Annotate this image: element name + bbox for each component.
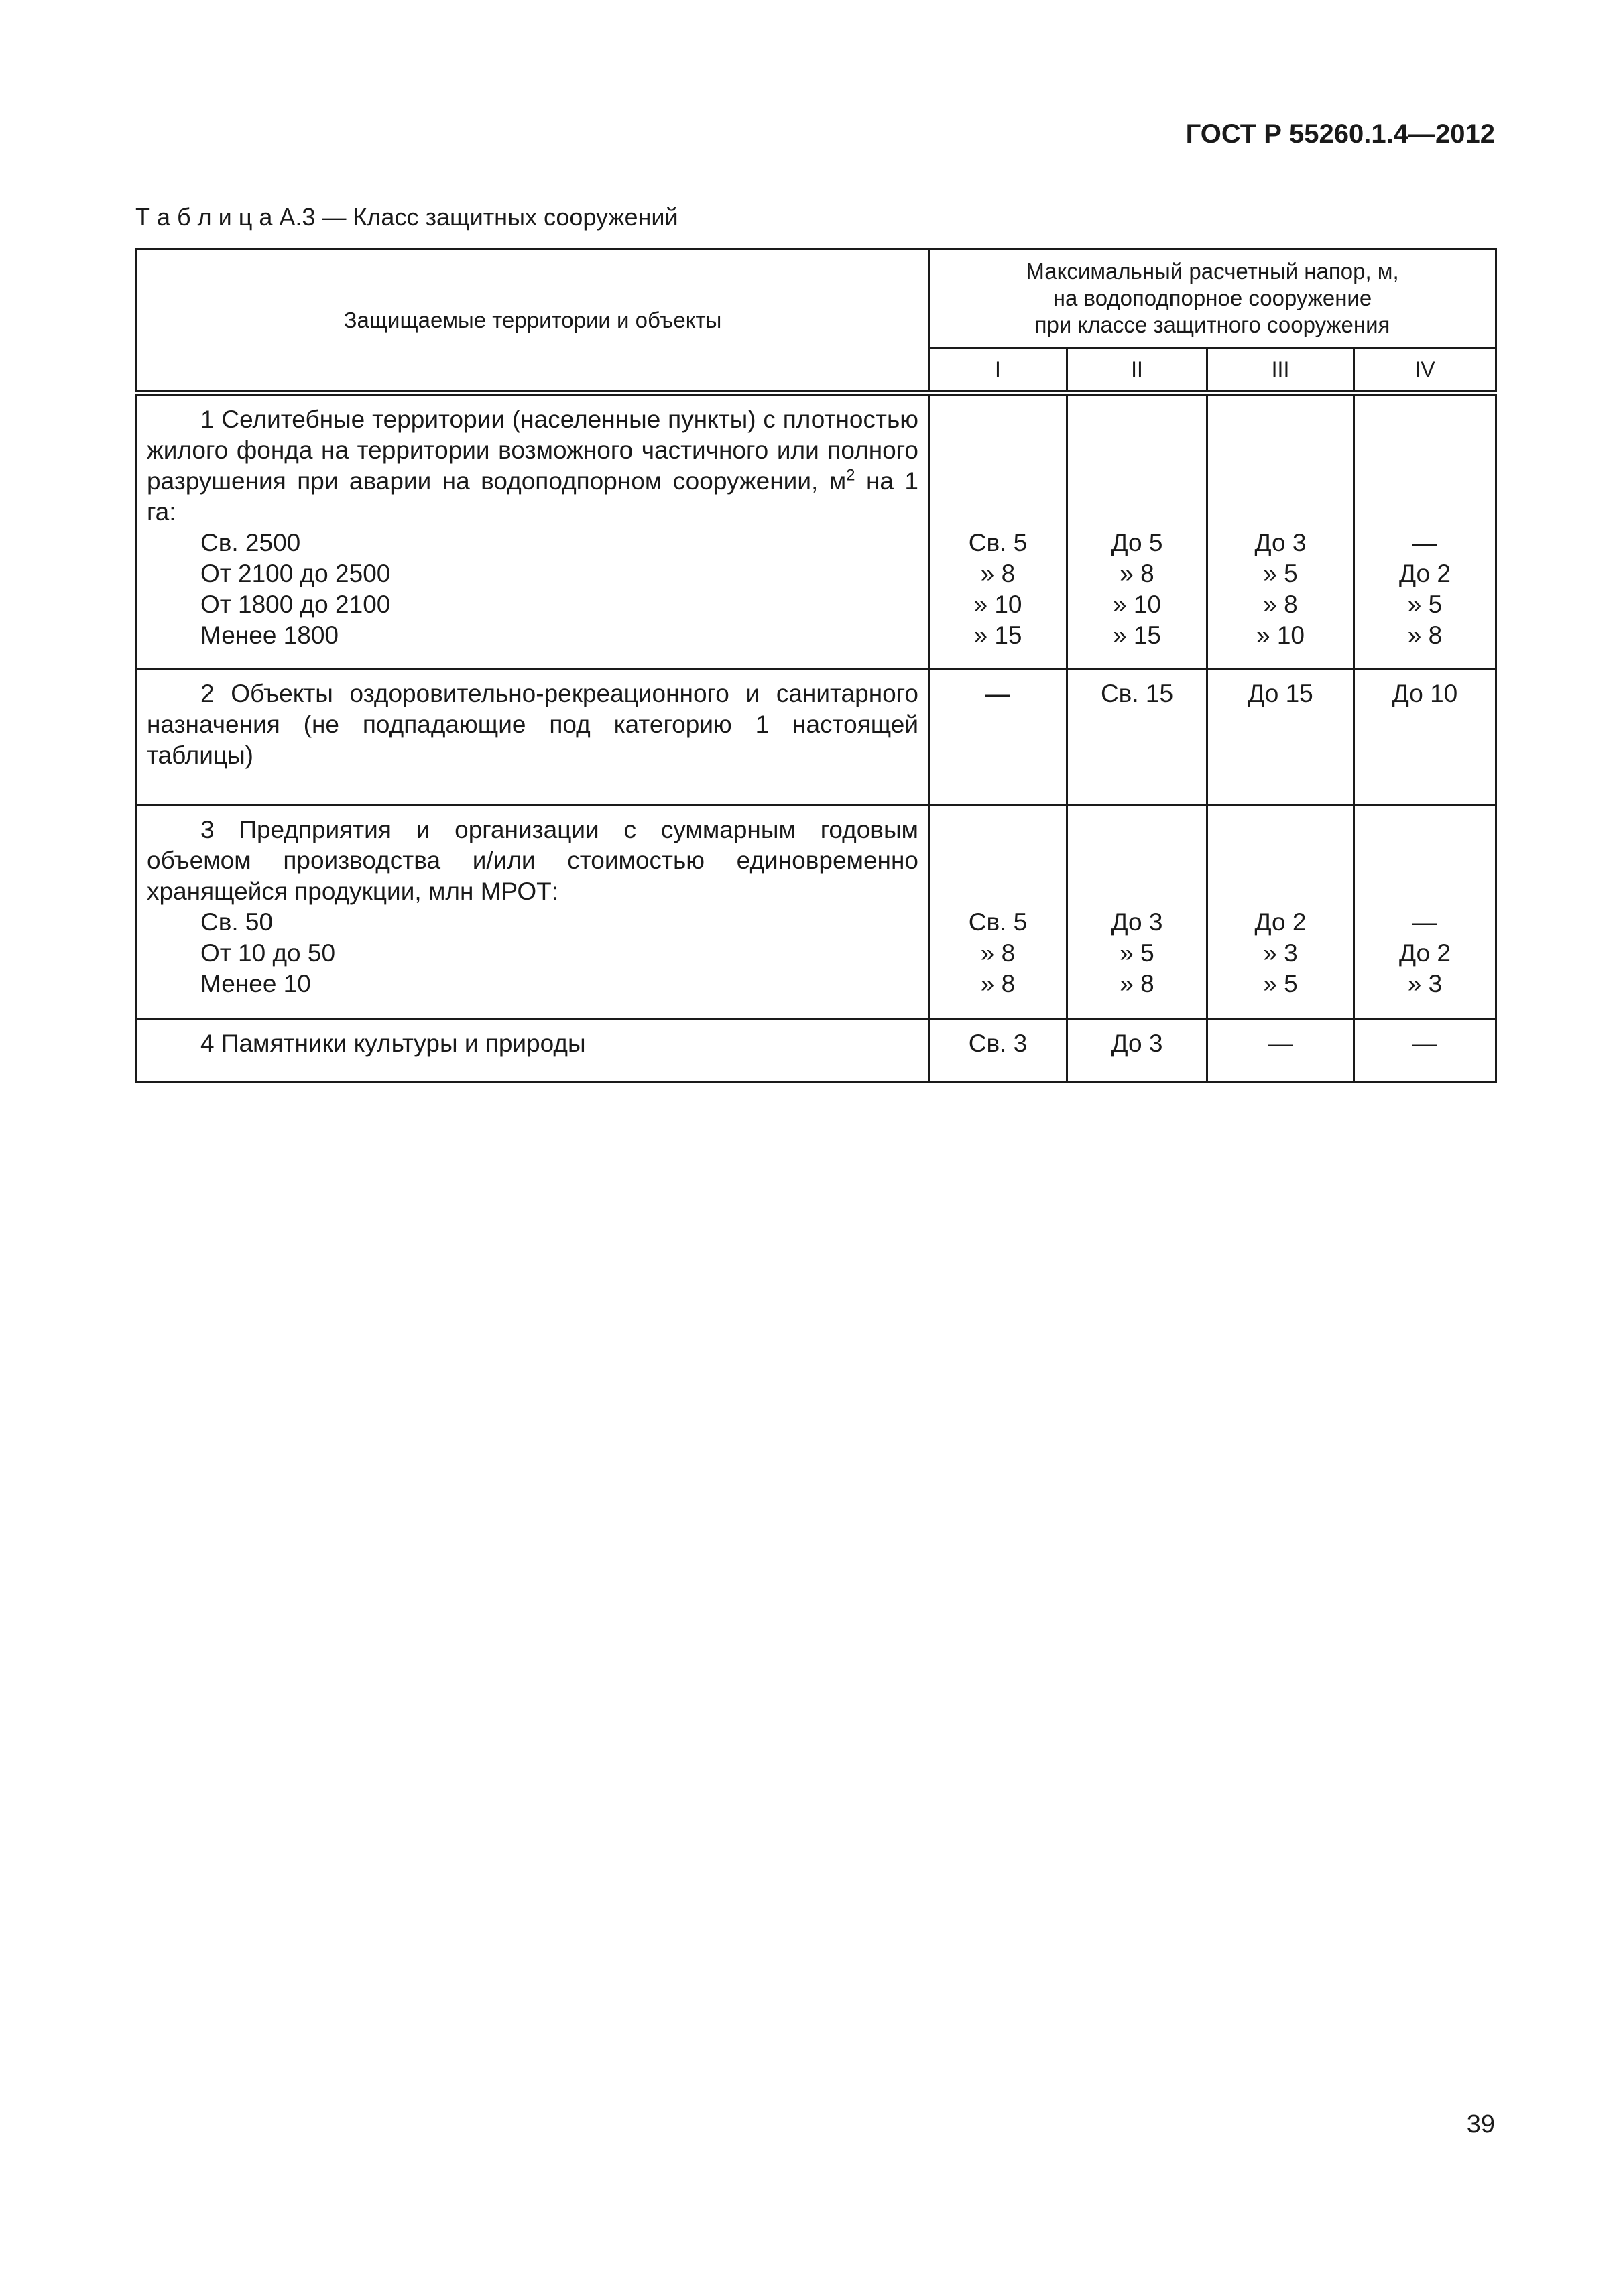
cell-value: Св. 3 [968,1030,1028,1057]
table-row [137,394,1496,670]
cell-class-1 [929,1020,1067,1082]
cell-class-2 [1067,806,1207,1020]
cell-class-1 [929,394,1067,670]
cell-class-2 [1067,394,1207,670]
cell-class-4 [1354,1020,1496,1082]
row-subitem: От 10 до 50 [200,939,336,967]
document-id: ГОСТ Р 55260.1.4—2012 [1185,119,1495,149]
row-lead-text: 2 Объекты оздоровительно-рекреационного и санитарного назначения (не подпадающие под категорию 1 настоящей таблицы) [147,680,918,769]
cell-value: » 5 [1407,591,1443,618]
header-class-3: III [1207,348,1354,394]
cell-class-1 [929,670,1067,806]
cell-value: До 5 [1111,529,1163,556]
header-class-4: IV [1354,348,1496,394]
table-row [137,1020,1496,1082]
row-subitem: Св. 50 [200,908,274,936]
cell-value: До 3 [1111,1030,1163,1057]
row-subitem: Менее 1800 [200,621,339,649]
cell-value: » 8 [980,939,1016,967]
cell-value: — [1268,1030,1293,1057]
cell-value: До 2 [1399,560,1451,587]
row-lead-text: 3 Предприятия и организации с суммарным годовым объемом производства и/или стоимостью единовременно хранящейся продукции, млн МРОТ: [147,816,918,905]
cell-value: » 5 [1263,970,1298,998]
cell-value: » 5 [1263,560,1298,587]
row-description [137,806,929,1020]
cell-class-4 [1354,394,1496,670]
cell-value: До 3 [1254,529,1307,556]
header-class-1: I [929,348,1067,394]
cell-value: До 3 [1111,908,1163,936]
row-subitem: От 1800 до 2100 [200,591,391,618]
row-description [137,1020,929,1082]
cell-value: — [1412,529,1438,556]
cell-class-3 [1207,670,1354,806]
cell-value: — [1412,1030,1438,1057]
cell-value: » 8 [1263,591,1298,618]
header-protected-objects: Защищаемые территории и объекты [137,249,929,394]
cell-value: — [985,680,1010,707]
table-caption: Т а б л и ц а А.3 — Класс защитных сооружений [135,203,678,231]
cell-class-3 [1207,1020,1354,1082]
header-class-2: II [1067,348,1207,394]
cell-class-3 [1207,394,1354,670]
cell-value: » 8 [980,970,1016,998]
cell-class-1 [929,806,1067,1020]
cell-value: — [1412,908,1438,936]
row-subitem: Св. 2500 [200,529,301,556]
row-subitem: Менее 10 [200,970,311,998]
cell-value: » 3 [1263,939,1298,967]
cell-value: До 2 [1254,908,1307,936]
cell-value: Св. 5 [968,529,1028,556]
cell-class-2 [1067,670,1207,806]
header-max-head-line: при классе защитного сооружения [1034,312,1390,337]
cell-value: » 10 [1112,591,1161,618]
cell-value: Св. 5 [968,908,1028,936]
cell-value: До 10 [1392,680,1458,707]
cell-value: » 5 [1120,939,1154,967]
protective-structures-class-table [135,248,1497,1083]
cell-value: » 8 [1407,621,1443,649]
row-description [137,394,929,670]
cell-value: » 10 [1256,621,1305,649]
cell-class-3 [1207,806,1354,1020]
row-subitem: От 2100 до 2500 [200,560,391,587]
cell-value: » 8 [1120,970,1154,998]
row-lead-text: 4 Памятники культуры и природы [200,1030,586,1057]
cell-value: » 8 [1120,560,1154,587]
row-description [137,670,929,806]
cell-value: Св. 15 [1100,680,1174,707]
cell-class-2 [1067,1020,1207,1082]
cell-value: До 2 [1399,939,1451,967]
cell-value: » 10 [973,591,1022,618]
table-row [137,670,1496,806]
table-row [137,806,1496,1020]
cell-value: » 8 [980,560,1016,587]
header-max-head [929,249,1496,348]
header-max-head-line: Максимальный расчетный напор, м, [1026,259,1399,284]
cell-class-4 [1354,670,1496,806]
cell-class-4 [1354,806,1496,1020]
superscript: 2 [846,466,855,485]
cell-value: До 15 [1248,680,1313,707]
cell-value: » 15 [1112,621,1161,649]
header-max-head-line: на водоподпорное сооружение [1053,286,1372,310]
page-number: 39 [1466,2110,1495,2138]
row-lead-text: 1 Селитебные территории (населенные пункты) с плотностью жилого фонда на территории возможного частичного или полного разрушения при аварии на водоподпорном сооружении, $м^2$ на 1 га: [147,406,918,526]
cell-value: » 15 [973,621,1022,649]
cell-value: » 3 [1407,970,1443,998]
